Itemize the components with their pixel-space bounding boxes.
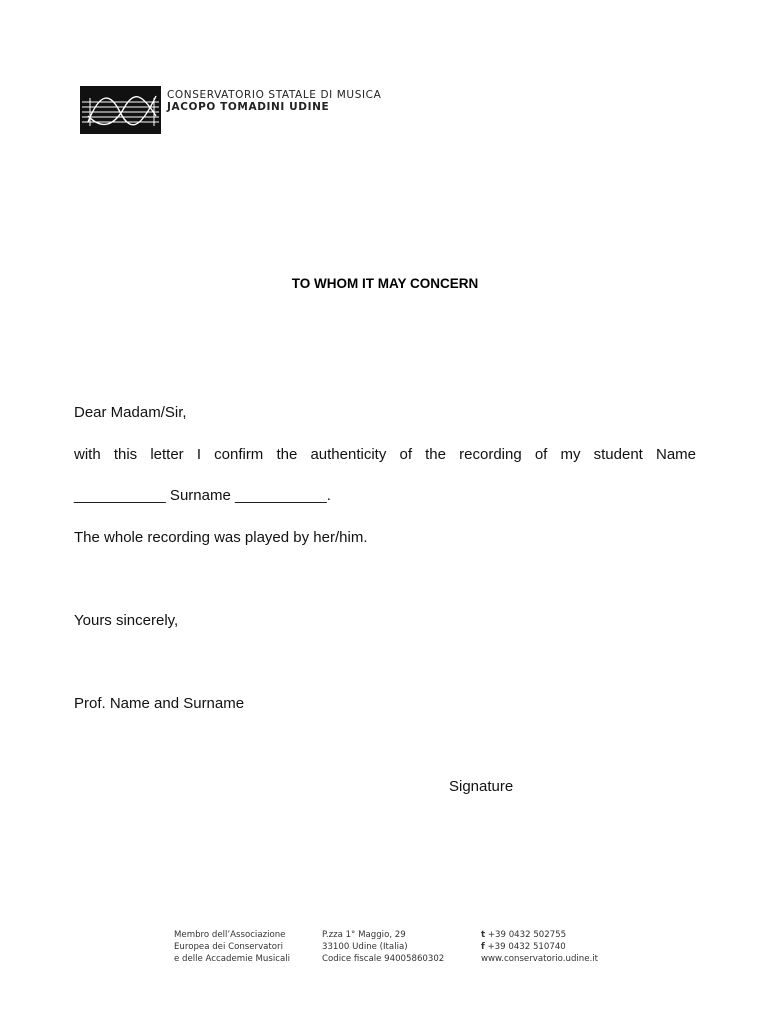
institution-name-line2: JACOPO TOMADINI UDINE (167, 101, 330, 113)
institution-name-line1: CONSERVATORIO STATALE DI MUSICA (167, 89, 382, 101)
fax-number: +39 0432 510740 (487, 942, 566, 952)
letter-greeting: Dear Madam/Sir, (74, 404, 187, 421)
footer-address-line: P.zza 1° Maggio, 29 (322, 930, 406, 940)
phone-label: t (481, 930, 486, 940)
fax-label: f (481, 942, 485, 952)
footer-phone (481, 929, 598, 941)
letter-title: TO WHOM IT MAY CONCERN (291, 276, 479, 291)
footer-membership-line: e delle Accademie Musicali (174, 954, 291, 964)
footer-membership-line: Membro dell’Associazione (174, 930, 286, 940)
teacher-name-placeholder: Prof. Name and Surname (74, 695, 245, 712)
footer-address-line: 33100 Udine (Italia) (322, 942, 408, 952)
footer-fax (481, 941, 598, 953)
signature-label: Signature (449, 778, 514, 795)
footer-membership (174, 929, 290, 965)
footer-contacts (481, 929, 598, 965)
letter-closing: Yours sincerely, (74, 612, 179, 629)
letter-body-line1: with this letter I confirm the authenticity of the recording of my student Name (74, 446, 696, 463)
footer-website: www.conservatorio.udine.it (481, 954, 599, 964)
letter-body-line2: ___________ Surname ___________. (74, 487, 331, 504)
institution-name (167, 89, 381, 113)
phone-number: +39 0432 502755 (487, 930, 567, 940)
letter-body-line3: The whole recording was played by her/him. (74, 529, 368, 546)
footer-address-line: Codice fiscale 94005860302 (322, 954, 445, 964)
conservatory-logo-icon (80, 86, 161, 134)
footer-address (322, 929, 444, 965)
footer-membership-line: Europea dei Conservatori (174, 942, 283, 952)
